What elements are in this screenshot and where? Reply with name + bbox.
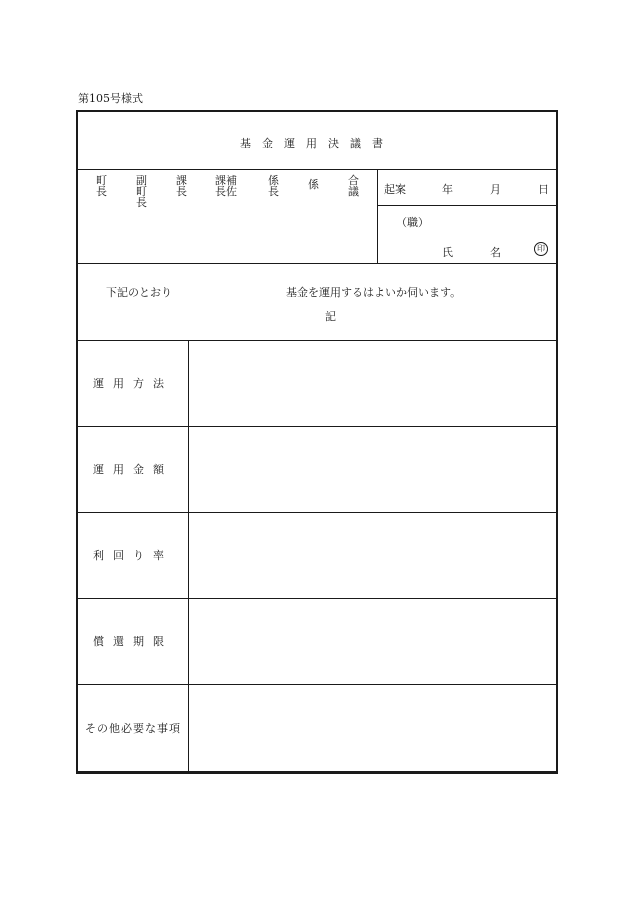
item-value[interactable] — [189, 598, 556, 684]
stamp-deputy-mayor: 副 町 長 — [136, 174, 147, 209]
drafter-area — [378, 169, 556, 263]
item-row-other — [78, 684, 556, 771]
item-value[interactable] — [189, 340, 556, 426]
item-label: 運用金額 — [78, 426, 189, 512]
name-label-2: 名 — [490, 246, 501, 259]
name-label-1: 氏 — [442, 246, 453, 259]
statement-row — [78, 264, 556, 341]
draft-label: 起案 — [384, 183, 406, 196]
approval-stamp-area — [78, 169, 378, 263]
seal-icon: 印 — [534, 242, 548, 256]
statement-text: 基金を運用するはよいか伺います。 — [286, 286, 462, 299]
item-value[interactable] — [189, 426, 556, 512]
item-label: 償還期限 — [78, 598, 189, 684]
approval-row — [78, 169, 556, 264]
stamp-section-chief: 課 長 — [176, 174, 187, 198]
item-value[interactable] — [189, 512, 556, 598]
stamp-staff: 係 — [308, 178, 319, 191]
statement-lead: 下記のとおり — [106, 286, 172, 299]
draft-date-line — [378, 169, 556, 206]
statement-ki: 記 — [325, 310, 336, 323]
stamp-mayor: 町 長 — [96, 174, 107, 198]
day-label: 日 — [538, 183, 549, 196]
form-title: 基金運用決議書 — [240, 137, 394, 150]
item-row-method — [78, 340, 556, 427]
item-label: 運用方法 — [78, 340, 189, 426]
item-label: その他必要な事項 — [78, 684, 189, 771]
stamp-assistant-chief: 課補 長佐 — [215, 174, 237, 198]
stamp-subsection-chief: 係 長 — [268, 174, 279, 198]
form-box — [76, 110, 558, 774]
item-label: 利回り率 — [78, 512, 189, 598]
year-label: 年 — [442, 183, 453, 196]
post-label: （職） — [396, 216, 429, 229]
title-row — [78, 112, 556, 170]
month-label: 月 — [490, 183, 501, 196]
item-row-amount — [78, 426, 556, 513]
item-row-yield — [78, 512, 556, 599]
form-number: 第105号様式 — [78, 92, 143, 105]
item-value[interactable] — [189, 684, 556, 771]
item-row-maturity — [78, 598, 556, 685]
stamp-consultation: 合 議 — [348, 174, 359, 198]
